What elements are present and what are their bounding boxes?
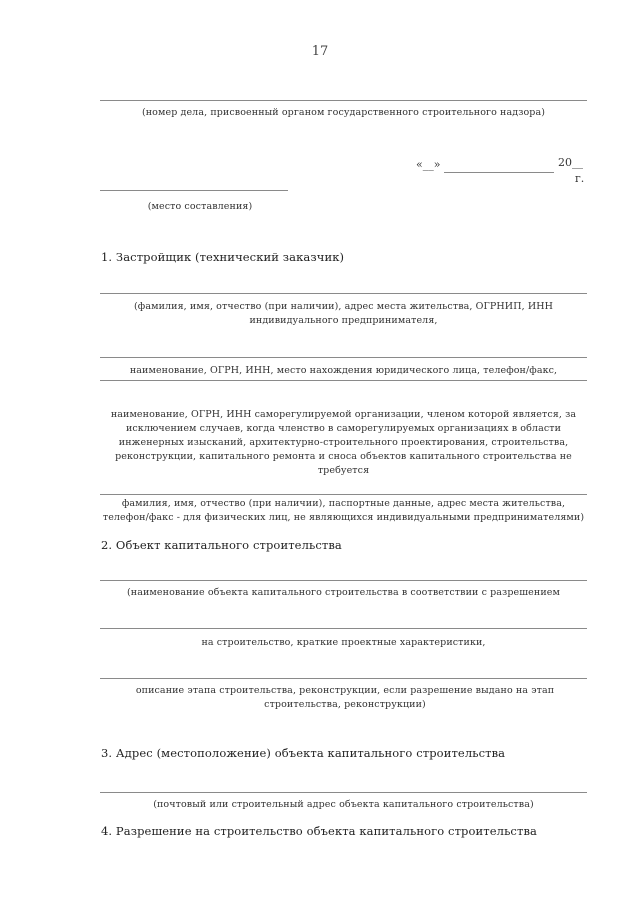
page-number: 17 (311, 44, 329, 59)
date-year: 20__ (558, 156, 583, 169)
case-number-caption: (номер дела, присвоенный органом государственного строительного надзора) (141, 107, 546, 118)
object-line-2 (100, 628, 587, 629)
object-caption-stage: описание этапа строительства, реконструкции, если разрешение выдано на этап строительства, реконструкции) (135, 685, 555, 710)
developer-caption-legal: наименование, ОГРН, ИНН, место нахождения юридического лица, телефон/факс, (129, 365, 558, 376)
section-2-title: 2. Объект капитального строительства (101, 538, 342, 552)
developer-line-4 (100, 494, 587, 495)
place-line (100, 190, 288, 191)
date-day: «__» (416, 158, 441, 171)
address-line (100, 792, 587, 793)
object-caption-characteristics: на строительство, краткие проектные характеристики, (201, 637, 486, 648)
developer-caption-sro: наименование, ОГРН, ИНН саморегулируемой организации, членом которой является, за исключением случаев, когда членство в саморегулируемых организациях в области инженерных изысканий, архитектурно-строительного проектирования, строительства, реконструкции, капитального ремонта и сноса объектов капитального строительства не требуется (110, 409, 577, 476)
address-caption: (почтовый или строительный адрес объекта капитального строительства) (153, 799, 534, 810)
date-field (416, 158, 440, 171)
object-line-1 (100, 580, 587, 581)
developer-caption-individual: (фамилия, имя, отчество (при наличии), адрес места жительства, ОГРНИП, ИНН индивидуального предпринимателя, (134, 301, 553, 326)
developer-caption-physical: фамилия, имя, отчество (при наличии), паспортные данные, адрес места жительства, телефон/факс - для физических лиц, не являющихся индивидуальными предпринимателями) (102, 498, 585, 523)
case-number-line (100, 100, 587, 101)
date-month-line (444, 172, 554, 173)
section-1-title: 1. Застройщик (технический заказчик) (101, 250, 345, 264)
developer-line-3 (100, 380, 587, 381)
date-year-suffix: г. (575, 172, 585, 185)
developer-line-1 (100, 293, 587, 294)
section-4-title: 4. Разрешение на строительство объекта капитального строительства (101, 824, 537, 838)
section-3-title: 3. Адрес (местоположение) объекта капитального строительства (101, 746, 506, 760)
object-caption-name: (наименование объекта капитального строительства в соответствии с разрешением (127, 587, 560, 598)
place-caption: (место составления) (147, 201, 253, 212)
object-line-3 (100, 678, 587, 679)
developer-line-2 (100, 357, 587, 358)
